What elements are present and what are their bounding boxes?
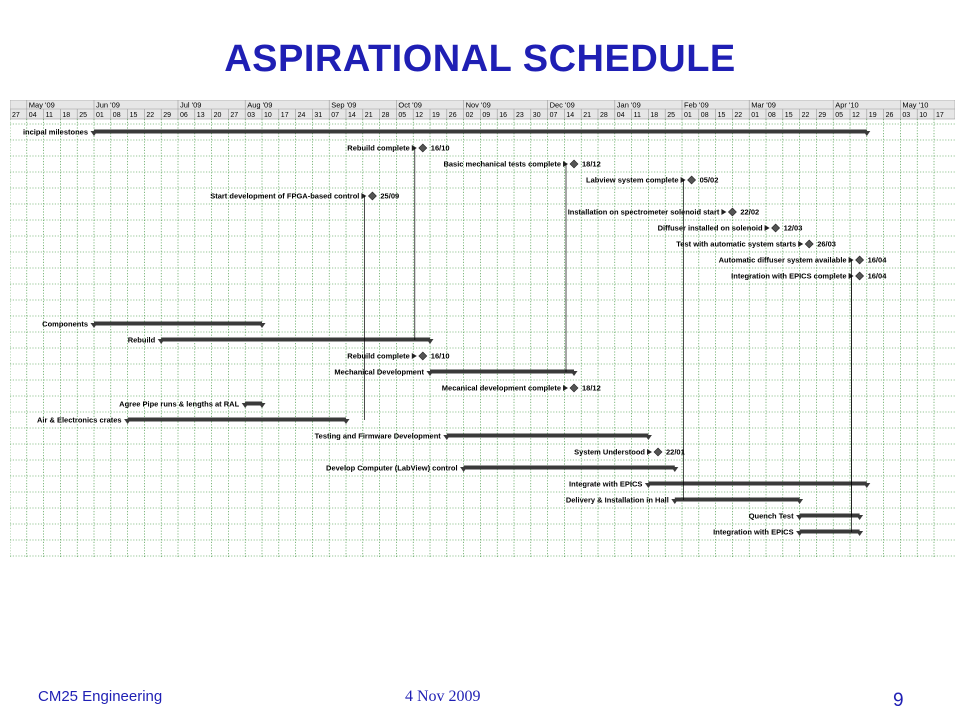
week-tick-label: 08 <box>112 112 121 119</box>
gantt-bar <box>800 514 860 518</box>
week-tick-label: 15 <box>717 112 726 119</box>
milestone-label: Labview system complete <box>586 175 679 185</box>
footer-date: 4 Nov 2009 <box>405 688 481 705</box>
week-tick-label: 06 <box>180 112 188 119</box>
gantt-bar <box>464 466 675 470</box>
task-label: incipal milestones <box>22 127 88 137</box>
month-tick-label: Aug '09 <box>247 100 273 110</box>
month-tick-label: May '09 <box>28 100 55 110</box>
week-tick-label: 15 <box>784 112 793 119</box>
milestone-diamond <box>570 160 578 168</box>
week-tick-label: 15 <box>129 112 138 119</box>
week-tick-label: 17 <box>280 112 289 119</box>
milestone-arrow <box>412 145 417 151</box>
week-tick-label: 10 <box>919 112 927 119</box>
week-tick-label: 11 <box>633 112 641 119</box>
milestone-date-label: 16/04 <box>867 271 887 281</box>
week-tick-label: 03 <box>247 112 255 119</box>
milestone-diamond <box>805 240 813 248</box>
task-label: Rebuild <box>127 335 156 345</box>
week-tick-label: 16 <box>499 112 507 119</box>
month-tick-label: Jul '09 <box>180 100 202 110</box>
week-tick-label: 26 <box>885 112 894 119</box>
week-tick-label: 29 <box>163 112 171 119</box>
gantt-bar <box>94 322 262 326</box>
gantt-bar <box>94 130 867 134</box>
task-label: Testing and Firmware Development <box>314 431 441 441</box>
gantt-bar <box>675 498 800 502</box>
week-tick-label: 20 <box>213 112 222 119</box>
week-tick-label: 28 <box>600 112 608 119</box>
task-label: Agree Pipe runs & lengths at RAL <box>119 399 240 409</box>
milestone-diamond <box>368 192 376 200</box>
gantt-svg <box>10 100 955 558</box>
week-tick-label: 19 <box>432 112 440 119</box>
slide-title: ASPIRATIONAL SCHEDULE <box>224 38 736 80</box>
milestone-label: System Understood <box>574 447 645 457</box>
week-tick-label: 01 <box>684 112 692 119</box>
month-tick-label: Mar '09 <box>751 100 776 110</box>
task-label: Delivery & Installation in Hall <box>565 495 669 505</box>
milestone-diamond <box>856 256 864 264</box>
week-tick-label: 04 <box>616 112 625 119</box>
milestone-arrow <box>412 353 417 359</box>
milestone-label: Automatic diffuser system available <box>718 255 847 265</box>
milestone-label: Rebuild complete <box>347 143 410 153</box>
week-tick-label: 03 <box>902 112 911 119</box>
milestone-arrow <box>563 385 568 391</box>
milestone-date-label: 25/09 <box>380 191 400 201</box>
milestone-arrow <box>765 225 770 231</box>
week-tick-label: 22 <box>146 112 155 119</box>
milestone-diamond <box>570 384 578 392</box>
milestone-arrow <box>647 449 652 455</box>
week-tick-label: 12 <box>852 112 860 119</box>
week-tick-label: 14 <box>566 112 575 119</box>
milestone-date-label: 18/12 <box>582 383 601 393</box>
milestone-diamond <box>728 208 736 216</box>
gantt-chart <box>10 100 955 558</box>
milestone-diamond <box>688 176 696 184</box>
week-tick-label: 27 <box>230 112 239 119</box>
milestone-arrow <box>721 209 726 215</box>
milestone-arrow <box>798 241 803 247</box>
task-label: Air & Electronics crates <box>36 415 122 425</box>
gantt-bar <box>648 482 866 486</box>
milestone-diamond <box>772 224 780 232</box>
month-tick-label: Dec '09 <box>549 100 575 110</box>
week-tick-label: 23 <box>516 112 524 119</box>
week-tick-label: 01 <box>751 112 759 119</box>
month-tick-label: May '10 <box>902 100 929 110</box>
milestone-diamond <box>856 272 864 280</box>
gantt-bar <box>800 530 860 534</box>
week-tick-label: 22 <box>801 112 810 119</box>
week-tick-label: 31 <box>314 112 323 119</box>
week-tick-label: 12 <box>415 112 423 119</box>
milestone-diamond <box>419 144 427 152</box>
week-tick-label: 27 <box>12 112 20 119</box>
week-tick-label: 29 <box>818 112 827 119</box>
week-tick-label: 17 <box>936 112 944 119</box>
task-label: Components <box>42 319 88 329</box>
task-label: Quench Test <box>748 511 794 521</box>
milestone-label: Diffuser installed on solenoid <box>657 223 763 233</box>
milestone-label: Mecanical development complete <box>441 383 561 393</box>
week-tick-label: 09 <box>482 112 491 119</box>
week-tick-label: 07 <box>549 112 558 119</box>
week-tick-label: 08 <box>700 112 709 119</box>
task-label: Integration with EPICS <box>713 527 794 537</box>
week-tick-label: 02 <box>465 112 474 119</box>
milestone-label: Installation on spectrometer solenoid start <box>567 207 720 217</box>
week-tick-label: 01 <box>96 112 104 119</box>
milestone-arrow <box>849 273 854 279</box>
milestone-label: Rebuild complete <box>347 351 410 361</box>
task-label: Develop Computer (LabView) control <box>326 463 458 473</box>
gantt-bar <box>447 434 649 438</box>
milestone-date-label: 26/03 <box>817 239 836 249</box>
week-tick-label: 21 <box>583 112 591 119</box>
week-tick-label: 05 <box>835 112 843 119</box>
gantt-bar <box>161 338 430 342</box>
milestone-label: Integration with EPICS complete <box>731 271 847 281</box>
month-tick-label: Apr '10 <box>835 100 859 110</box>
week-tick-label: 18 <box>62 112 71 119</box>
week-tick-label: 28 <box>381 112 390 119</box>
gantt-bar <box>128 418 346 422</box>
week-tick-label: 25 <box>667 112 675 119</box>
week-tick-label: 08 <box>768 112 776 119</box>
week-tick-label: 26 <box>448 112 457 119</box>
task-label: Mechanical Development <box>334 367 424 377</box>
milestone-date-label: 18/12 <box>582 159 601 169</box>
week-tick-label: 05 <box>398 112 407 119</box>
milestone-diamond <box>654 448 662 456</box>
milestone-date-label: 16/10 <box>430 351 450 361</box>
milestone-arrow <box>849 257 854 263</box>
milestone-date-label: 16/10 <box>430 143 450 153</box>
milestone-date-label: 16/04 <box>867 255 887 265</box>
week-tick-label: 07 <box>331 112 339 119</box>
milestone-diamond <box>419 352 427 360</box>
month-tick-label: Jun '09 <box>96 100 120 110</box>
week-tick-label: 18 <box>650 112 659 119</box>
milestone-date-label: 22/02 <box>740 207 760 217</box>
milestone-label: Test with automatic system starts <box>676 239 797 249</box>
task-label: Integrate with EPICS <box>569 479 643 489</box>
milestone-label: Basic mechanical tests complete <box>443 159 561 169</box>
gantt-bar <box>430 370 574 374</box>
footer-left: CM25 Engineering <box>38 688 163 705</box>
month-tick-label: Jan '09 <box>616 100 641 110</box>
milestone-date-label: 22/01 <box>666 447 685 457</box>
week-tick-label: 21 <box>364 112 373 119</box>
milestone-arrow <box>563 161 568 167</box>
month-tick-label: Nov '09 <box>465 100 491 110</box>
week-tick-label: 30 <box>532 112 541 119</box>
month-tick-label: Feb '09 <box>684 100 709 110</box>
month-tick-label: Oct '09 <box>398 100 422 110</box>
month-tick-label: Sep '09 <box>331 100 357 110</box>
milestone-date-label: 12/03 <box>783 223 803 233</box>
milestone-arrow <box>361 193 366 199</box>
milestone-arrow <box>681 177 686 183</box>
page-number: 9 <box>893 690 904 711</box>
week-tick-label: 19 <box>868 112 877 119</box>
week-tick-label: 10 <box>264 112 272 119</box>
week-tick-label: 24 <box>297 112 306 119</box>
week-tick-label: 11 <box>45 112 53 119</box>
week-tick-label: 04 <box>28 112 37 119</box>
milestone-label: Start development of FPGA-based control <box>210 191 360 201</box>
week-tick-label: 13 <box>196 112 205 119</box>
week-tick-label: 25 <box>79 112 87 119</box>
milestone-date-label: 05/02 <box>699 175 719 185</box>
week-tick-label: 22 <box>734 112 743 119</box>
week-tick-label: 14 <box>348 112 356 119</box>
